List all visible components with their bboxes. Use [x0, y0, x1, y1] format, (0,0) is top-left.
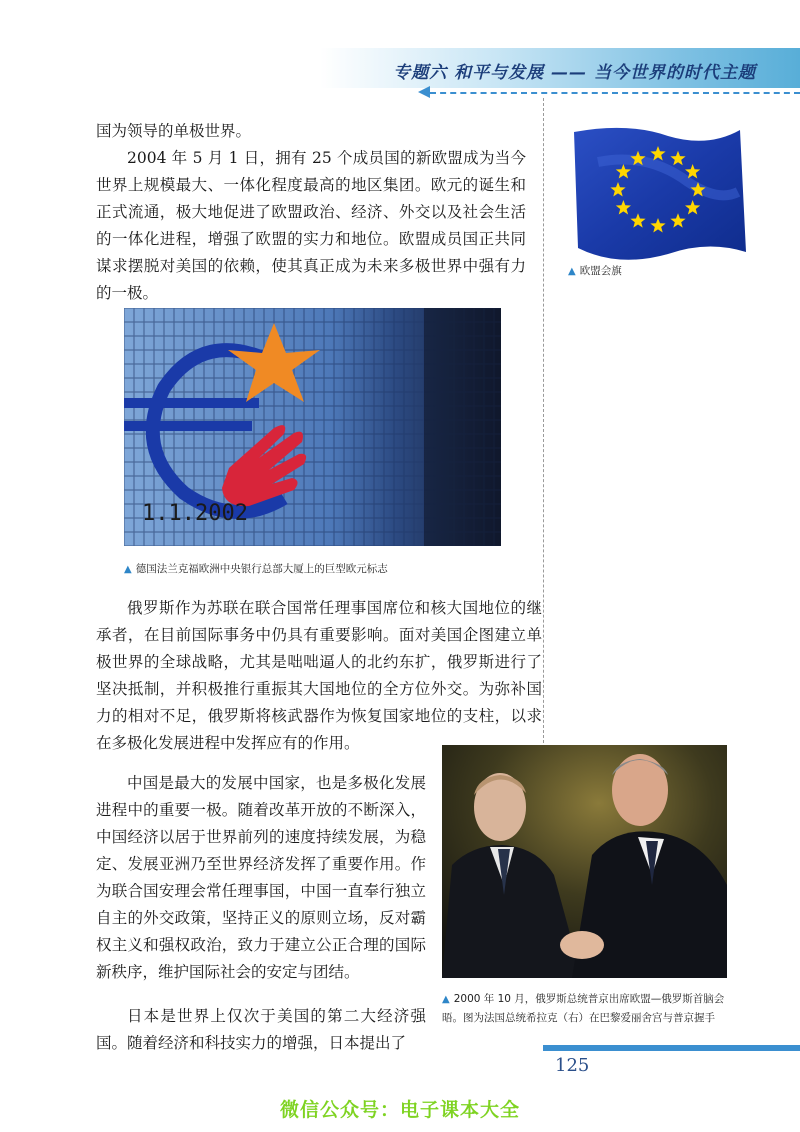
header-dashed-rule [430, 92, 800, 94]
chapter-title: 专题六 和平与发展 —— 当今世界的时代主题 [393, 63, 756, 83]
paragraph-1: 国为领导的单极世界。 [96, 122, 252, 140]
column-divider [543, 98, 544, 748]
euro-logo-photo [124, 308, 501, 546]
caption-euro-logo [124, 560, 524, 579]
euro-date-text: 1.1.2002 [142, 501, 248, 526]
caption-euro-logo-text: 德国法兰克福欧洲中央银行总部大厦上的巨型欧元标志 [135, 563, 388, 575]
eu-flag-photo [568, 122, 746, 260]
triangle-marker-icon: ▲ [442, 994, 450, 1005]
triangle-marker-icon: ▲ [124, 564, 132, 575]
paragraph-2: 2004 年 5 月 1 日，拥有 25 个成员国的新欧盟成为当今世界上规模最大、一体化程度最高的地区集团。欧元的诞生和正式流通，极大地促进了欧盟政治、经济、外交以及社会生活的一体化进程，增强了欧盟的实力和地位。欧盟成员国正共同谋求摆脱对美国的依赖，使其真正成为未来多极世界中强有力的一极。 [96, 149, 526, 302]
triangle-marker-icon: ▲ [568, 266, 576, 277]
paragraph-5: 日本是世界上仅次于美国的第二大经济强国。随着经济和科技实力的增强，日本提出了 [96, 1007, 426, 1052]
paragraph-3: 俄罗斯作为苏联在联合国常任理事国席位和核大国地位的继承者，在目前国际事务中仍具有重要影响。面对美国企图建立单极世界的全球战略，尤其是咄咄逼人的北约东扩，俄罗斯进行了坚决抵制，并积极推行重振其大国地位的全方位外交。为弥补国力的相对不足，俄罗斯将核武器作为恢复国家地位的支柱，以求在多极化发展进程中发挥应有的作用。 [96, 599, 542, 752]
caption-eu-flag-text: 欧盟会旗 [579, 265, 622, 277]
page-number: 125 [555, 1055, 590, 1076]
caption-eu-flag [568, 262, 768, 281]
paragraph-4: 中国是最大的发展中国家，也是多极化发展进程中的重要一极。随着改革开放的不断深入，中国经济以居于世界前列的速度持续发展，为稳定、发展亚洲乃至世界经济发挥了重要作用。作为联合国安理会常任理事国，中国一直奉行独立自主的外交政策，坚持正义的原则立场，反对霸权主义和强权政治，致力于建立公正合理的国际新秩序，维护国际社会的安定与团结。 [96, 774, 426, 981]
footer-bar [543, 1045, 800, 1051]
caption-putin-chirac [442, 990, 734, 1027]
handshake-image [442, 745, 727, 978]
eu-flag-image [568, 122, 746, 260]
watermark: 微信公众号：电子课本大全 [279, 1099, 520, 1121]
euro-logo-image [124, 308, 501, 546]
arrow-left-icon [418, 86, 430, 98]
putin-chirac-photo [442, 745, 727, 978]
caption-putin-chirac-text: 2000 年 10 月，俄罗斯总统普京出席欧盟—俄罗斯首脑会晤。图为法国总统希拉克（右）在巴黎爱丽舍宫与普京握手 [442, 993, 725, 1024]
